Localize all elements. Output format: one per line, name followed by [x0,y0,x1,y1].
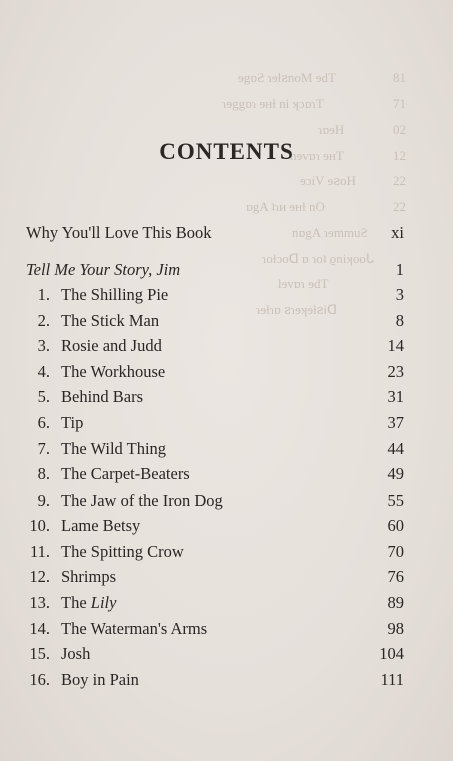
chapter-number: 8. [37,464,50,483]
toc-part-heading [26,259,404,281]
chapter-title: The Carpet-Beaters [61,464,190,483]
chapter-title: Josh [61,644,91,663]
chapter-page: 44 [387,439,404,458]
chapter-page: 104 [379,644,404,663]
chapter-title: The Workhouse [61,362,166,381]
chapter-title: The Spitting Crow [61,542,184,561]
toc-chapter [26,541,404,563]
toc-chapter [26,284,404,306]
chapter-page: 31 [387,387,404,406]
toc-chapter [26,618,404,640]
chapter-title-prefix: The [61,593,91,612]
chapter-number: 16. [29,670,50,689]
chapter-number: 12. [29,567,50,586]
chapter-number: 1. [37,285,50,304]
toc-chapter [26,490,404,512]
chapter-number: 6. [37,413,50,432]
chapter-number: 10. [29,516,50,535]
chapter-page: 70 [387,542,404,561]
chapter-page: 55 [387,491,404,510]
chapter-page: 111 [380,670,404,689]
toc-chapter [26,669,404,691]
chapter-title: Lame Betsy [61,516,141,535]
chapter-page: 23 [387,362,404,381]
chapter-title: Behind Bars [61,387,144,406]
chapter-title: Tip [61,413,84,432]
toc-chapter [26,412,404,434]
chapter-page: 14 [387,336,404,355]
chapter-page: 3 [395,285,404,304]
toc-chapter [26,310,404,332]
page-title: CONTENTS [159,139,294,164]
chapter-number: 13. [29,593,50,612]
bleed-through-text: ɘgɒƧ ɿɘƚꙅnoM ɘdT 81 ɿɘggɒɿ ɘʜƚ ni ʞɔɒɿT 71 ɿɒɘH 02 nɘvɒɿ ɘʜT 12 ɘɔiV ɘꙅoH 22 ɒgA ʇɿᴎ ɘʜƚ nO 22 nɒgA ɿɘmmuƧ ɿoƚɔoᗡ ɒ ɿoʇ ϱniʞooᒐ lɘvɒɿ ɘdT ɿɘƚɿɒ ꙅɿɘʞɘƚꙅiᗡ [222,70,406,317]
chapter-number: 2. [37,311,50,330]
chapter-page: 76 [387,567,404,586]
toc-chapter [26,386,404,408]
toc-chapter [26,463,404,485]
chapter-number: 4. [37,362,50,381]
chapter-number: 15. [29,644,50,663]
toc-chapter [26,335,404,357]
chapter-title: The Wild Thing [61,439,167,458]
toc-chapter [26,566,404,588]
chapter-title: Shrimps [61,567,117,586]
toc-entry-page: 1 [395,260,404,279]
chapter-number: 3. [37,336,50,355]
toc-chapter [26,643,404,665]
toc-part-label: Tell Me Your Story, Jim [26,260,181,279]
toc-chapter [26,438,404,460]
chapter-title: The Waterman's Arms [61,619,208,638]
chapter-page: 60 [387,516,404,535]
chapter-number: 11. [29,542,50,561]
toc-entry-front-matter [26,222,404,244]
chapter-page: 98 [387,619,404,638]
chapter-number: 9. [37,491,50,510]
toc-entry-page: xi [391,223,404,242]
chapter-title: The Shilling Pie [61,285,169,304]
chapter-title: Boy in Pain [61,670,139,689]
chapter-title: The Jaw of the Iron Dog [61,491,223,510]
chapter-title-italic: Lily [90,593,117,612]
chapter-number: 14. [29,619,50,638]
chapter-title: Rosie and Judd [61,336,162,355]
chapter-number: 7. [37,439,50,458]
chapter-page: 8 [395,311,404,330]
chapter-number: 5. [37,387,50,406]
toc-chapter [26,592,404,614]
toc-entry-label: Why You'll Love This Book [26,223,212,242]
toc-chapter [26,361,404,383]
chapter-page: 49 [387,464,404,483]
toc-chapter [26,515,404,537]
chapter-title: The Stick Man [61,311,160,330]
chapter-title [61,592,116,614]
chapter-page: 89 [387,593,404,612]
chapter-page: 37 [387,413,404,432]
